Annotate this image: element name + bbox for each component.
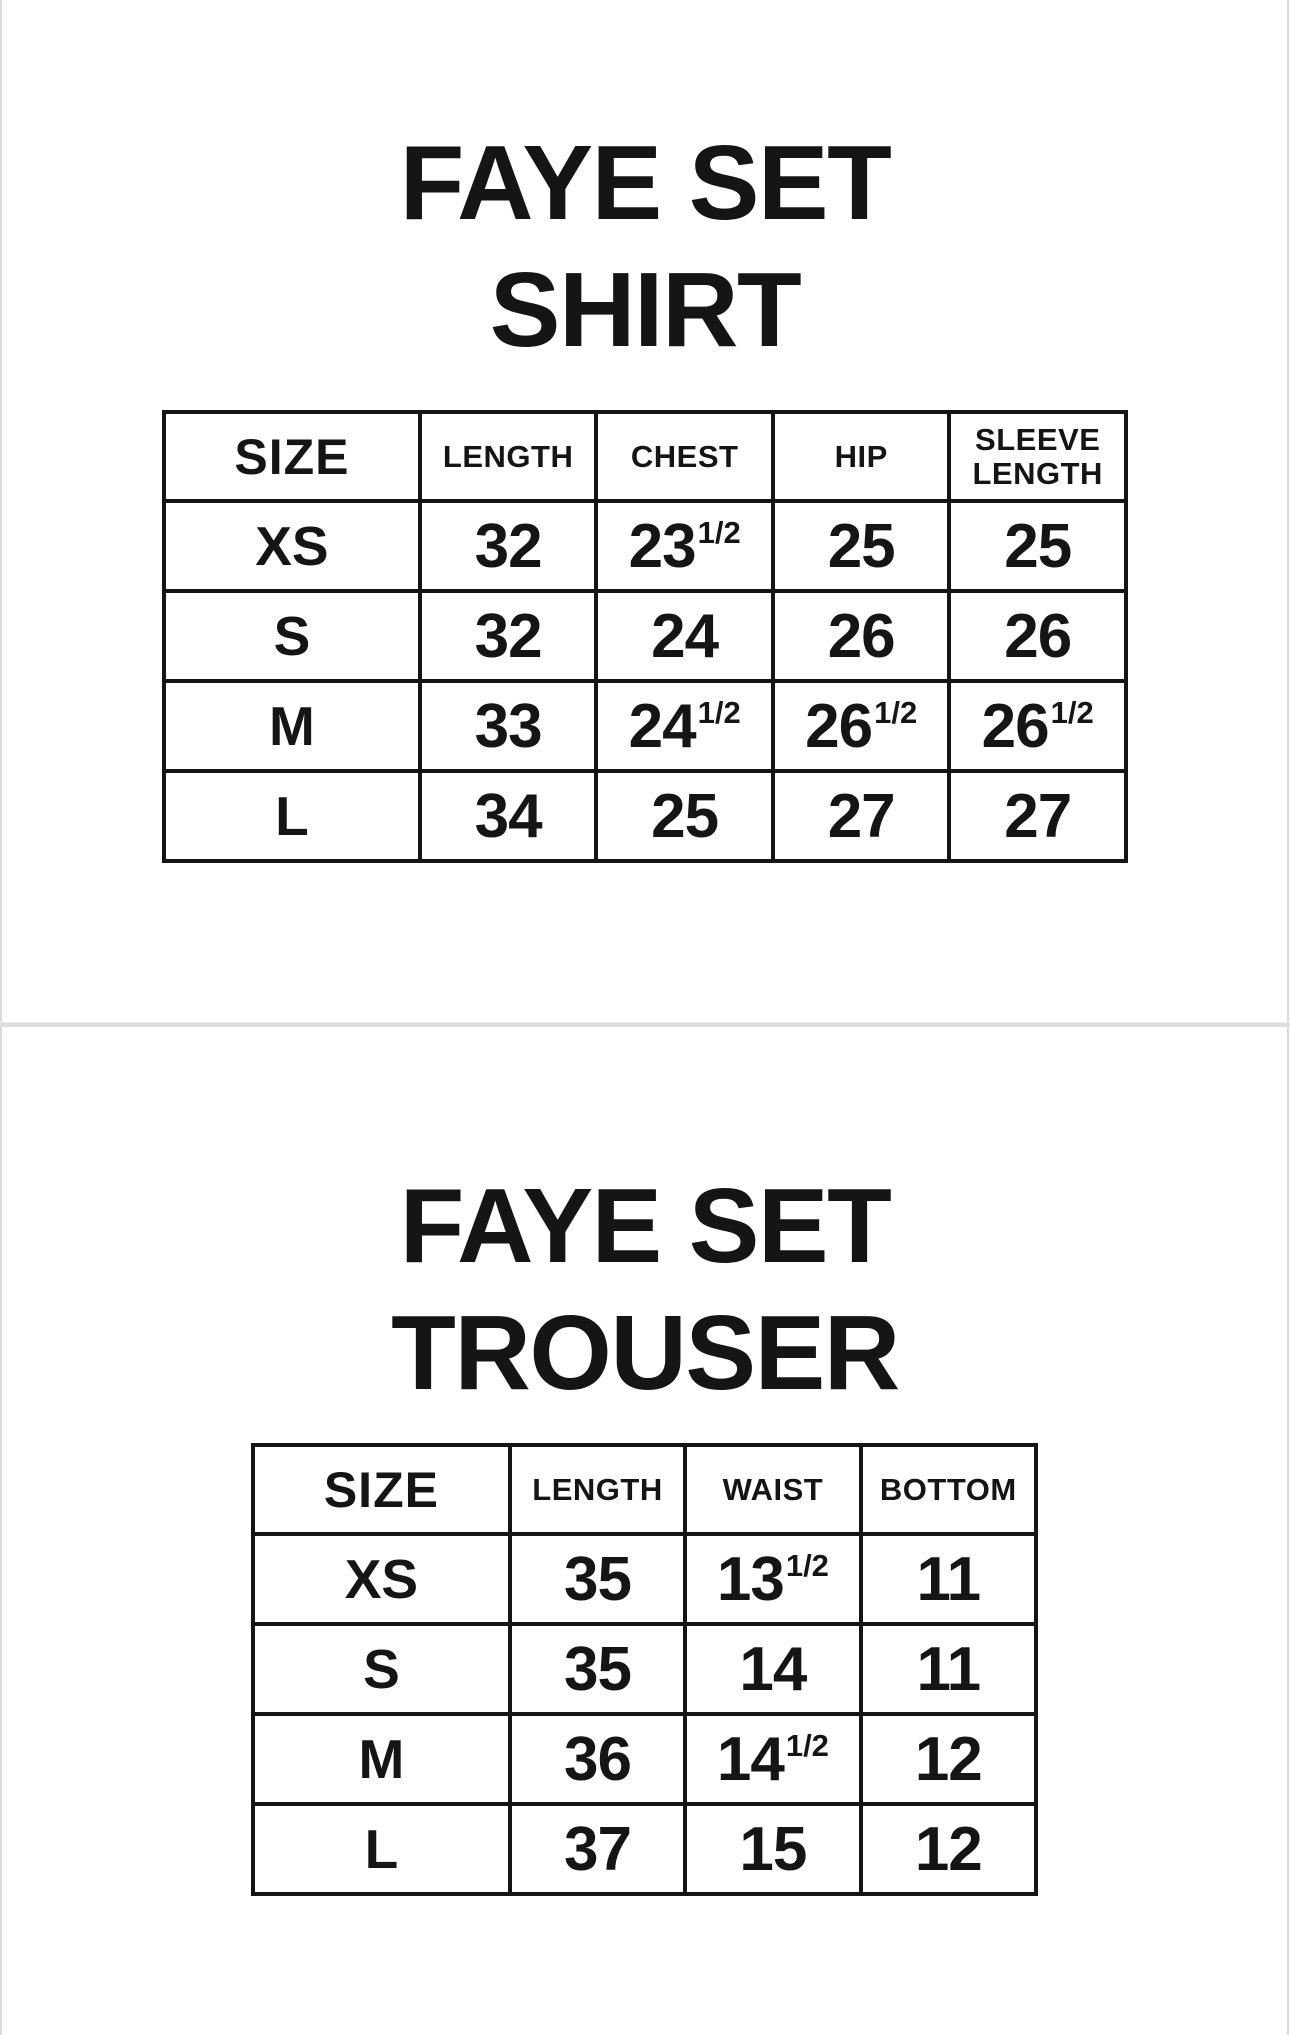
trouser-section [0,1027,1290,2035]
size-cell: L [253,1804,510,1894]
measurement-cell: 35 [510,1534,685,1624]
measurement-cell: $24^{1/2}$ [596,681,773,771]
trouser-title-line2: TROUSER [391,1294,899,1413]
header-row [164,412,1126,501]
half-fraction: 1/2 [697,695,741,731]
column-header: SIZE [253,1445,510,1534]
measurement-cell: 11 [861,1534,1036,1624]
shirt-size-table [162,410,1128,863]
header-row [253,1445,1036,1534]
measurement-cell: 12 [861,1804,1036,1894]
table-row [253,1804,1036,1894]
measurement-cell: $13^{1/2}$ [685,1534,860,1624]
table-row [164,681,1126,771]
size-cell: L [164,771,420,861]
column-header: WAIST [685,1445,860,1534]
size-cell: S [164,591,420,681]
measurement-cell: 32 [420,501,597,591]
measurement-cell: 26 [773,591,950,681]
table-row [164,771,1126,861]
shirt-section-title [0,120,1290,374]
column-header: HIP [773,412,950,501]
measurement-cell: 32 [420,591,597,681]
measurement-cell: 24 [596,591,773,681]
size-cell: M [253,1714,510,1804]
half-fraction: 1/2 [785,1548,829,1584]
table-row [253,1624,1036,1714]
measurement-cell: 37 [510,1804,685,1894]
half-fraction: 1/2 [785,1728,829,1764]
trouser-size-table [251,1443,1038,1896]
trouser-title-line1: FAYE SET [399,1167,891,1285]
size-cell: XS [253,1534,510,1624]
shirt-title-line2: SHIRT [489,251,801,370]
column-header: SIZE [164,412,420,501]
table-row [164,591,1126,681]
measurement-cell: 25 [949,501,1126,591]
shirt-title-line1: FAYE SET [399,124,891,242]
measurement-cell: $14^{1/2}$ [685,1714,860,1804]
measurement-cell: 25 [596,771,773,861]
measurement-cell: 27 [949,771,1126,861]
measurement-cell: 14 [685,1624,860,1714]
measurement-cell: 34 [420,771,597,861]
size-cell: M [164,681,420,771]
measurement-cell: 26 [949,591,1126,681]
column-header: SLEEVE LENGTH [949,412,1126,501]
measurement-cell: 36 [510,1714,685,1804]
table-row [164,501,1126,591]
table-row [253,1714,1036,1804]
measurement-cell: 12 [861,1714,1036,1804]
measurement-cell: 11 [861,1624,1036,1714]
measurement-cell: 35 [510,1624,685,1714]
column-header: CHEST [596,412,773,501]
half-fraction: 1/2 [697,515,741,551]
trouser-section-title [0,1163,1290,1417]
column-header: LENGTH [510,1445,685,1534]
measurement-cell: $23^{1/2}$ [596,501,773,591]
size-cell: XS [164,501,420,591]
half-fraction: 1/2 [874,695,918,731]
table-row [253,1534,1036,1624]
column-header: BOTTOM [861,1445,1036,1534]
measurement-cell: $26^{1/2}$ [949,681,1126,771]
measurement-cell: 27 [773,771,950,861]
measurement-cell: $26^{1/2}$ [773,681,950,771]
measurement-cell: 25 [773,501,950,591]
measurement-cell: 33 [420,681,597,771]
size-cell: S [253,1624,510,1714]
half-fraction: 1/2 [1050,695,1094,731]
column-header: LENGTH [420,412,597,501]
measurement-cell: 15 [685,1804,860,1894]
